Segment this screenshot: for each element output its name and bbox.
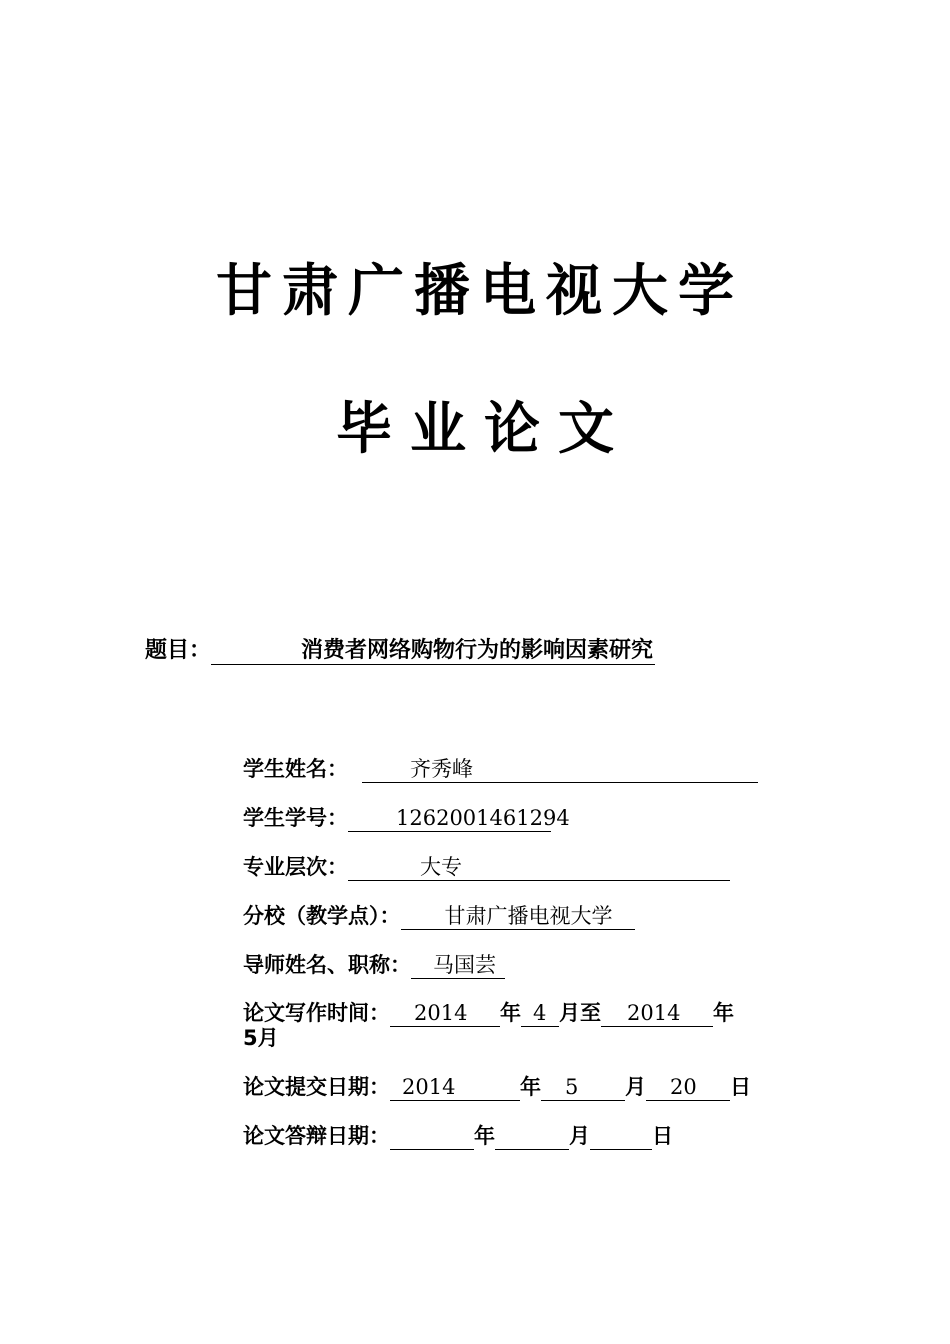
defense-month-blank: [495, 1125, 569, 1150]
level-line: [348, 854, 730, 881]
university-title: 甘肃广播电视大学: [216, 259, 744, 324]
advisor-value: 马国芸: [433, 953, 496, 977]
level-row: [243, 853, 730, 881]
writing-start-year-line: [390, 1000, 500, 1027]
branch-label: 分校（教学点）：: [243, 904, 401, 928]
branch-row: [243, 902, 635, 930]
submit-date-label: 论文提交日期：: [243, 1075, 390, 1099]
topic-label: 题目：: [145, 638, 212, 663]
student-id-label: 学生学号：: [243, 806, 348, 830]
document-type-title: 毕业论文: [336, 397, 632, 462]
submit-month-char: 月: [625, 1075, 646, 1099]
defense-day-char: 日: [652, 1124, 673, 1148]
writing-period-row: [243, 999, 734, 1027]
topic-row: [145, 636, 655, 666]
submit-day-line: [646, 1074, 730, 1101]
submit-day-char: 日: [730, 1075, 751, 1099]
writing-end-year: 2014: [627, 1001, 681, 1025]
writing-start-month-line: [521, 1000, 559, 1027]
student-name-value: 齐秀峰: [410, 757, 473, 781]
submit-year: 2014: [402, 1075, 456, 1099]
defense-date-row: [243, 1122, 673, 1150]
branch-value: 甘肃广播电视大学: [444, 904, 613, 928]
student-id-row: [243, 804, 570, 832]
writing-month-to: 月至: [559, 1001, 601, 1025]
defense-date-label: 论文答辩日期：: [243, 1124, 390, 1148]
advisor-label: 导师姓名、职称：: [243, 953, 411, 977]
level-value: 大专: [420, 855, 462, 879]
writing-year-char-1: 年: [500, 1001, 521, 1025]
defense-year-char: 年: [474, 1124, 495, 1148]
submit-month-line: [541, 1074, 625, 1101]
writing-start-year: 2014: [414, 1001, 468, 1025]
submit-month: 5: [565, 1075, 579, 1099]
student-name-label: 学生姓名：: [243, 757, 348, 781]
topic-value: 消费者网络购物行为的影响因素研究: [211, 638, 655, 665]
writing-period-label: 论文写作时间：: [243, 1001, 390, 1025]
defense-month-char: 月: [569, 1124, 590, 1148]
writing-year-char-2: 年: [713, 1001, 734, 1025]
submit-date-row: [243, 1073, 751, 1101]
writing-end-month-row: [243, 1024, 279, 1052]
writing-start-month: 4: [533, 1001, 547, 1025]
writing-end-year-line: [601, 1000, 713, 1027]
defense-day-blank: [590, 1125, 652, 1150]
advisor-line: [411, 952, 505, 979]
level-label: 专业层次：: [243, 855, 348, 879]
defense-year-blank: [390, 1125, 474, 1150]
writing-end-month: 5月: [243, 1026, 279, 1050]
submit-year-char: 年: [520, 1075, 541, 1099]
submit-day: 20: [670, 1075, 697, 1099]
advisor-row: [243, 951, 505, 979]
branch-line: [401, 903, 635, 930]
student-name-row: [243, 755, 758, 783]
student-name-line: [362, 756, 758, 783]
submit-year-line: [390, 1074, 520, 1101]
student-id-line: [348, 805, 570, 832]
student-id-value: 1262001461294: [396, 806, 570, 830]
